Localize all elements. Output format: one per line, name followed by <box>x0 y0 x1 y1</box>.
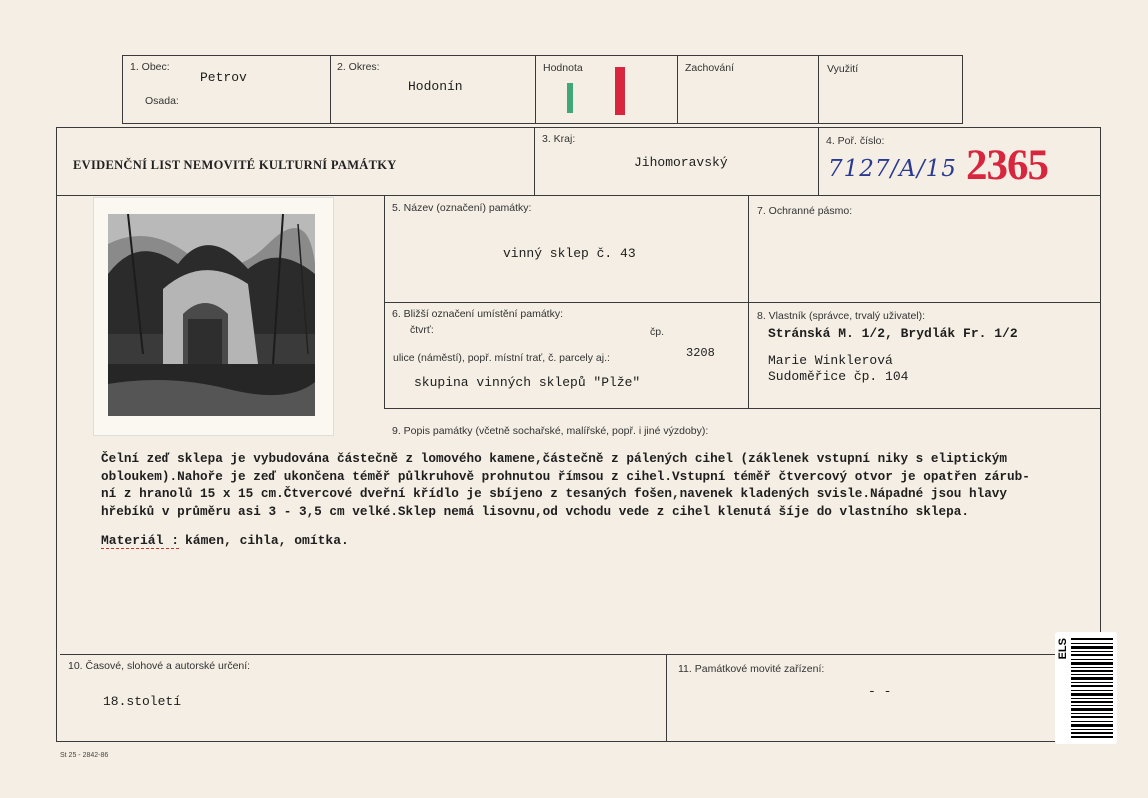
divider <box>677 55 678 124</box>
obec-value: Petrov <box>200 70 247 85</box>
divider <box>666 654 667 742</box>
barcode-label: ELS <box>1057 638 1069 660</box>
okres-label: 2. Okres: <box>337 61 380 73</box>
blizsi-label: 6. Bližší označení umístění památky: <box>392 308 563 320</box>
divider <box>60 654 1101 655</box>
obec-label: 1. Obec: <box>130 61 170 73</box>
vlastnik-line-3: Sudoměřice čp. 104 <box>768 369 909 384</box>
popis-text <box>101 450 1086 520</box>
ochranne-pasmo-label: 7. Ochranné pásmo: <box>757 205 853 217</box>
vyuziti-label: Využití <box>827 63 859 75</box>
vlastnik-line-2: Marie Winklerová <box>768 353 893 368</box>
popis-line: hřebíků v průměru asi 3 - 3,5 cm velké.Sklep nemá lisovnu,od vchodu vede z cihel klenutá šíje do vlastního sklepa. <box>101 503 969 519</box>
divider <box>122 55 963 56</box>
parcela-value: 3208 <box>686 346 715 360</box>
divider <box>330 55 331 124</box>
divider <box>56 741 1101 742</box>
material-value: kámen, cihla, omítka. <box>185 533 349 548</box>
red-marker <box>615 67 625 115</box>
document-title: EVIDENČNÍ LIST NEMOVITÉ KULTURNÍ PAMÁTKY <box>73 158 397 172</box>
kraj-label: 3. Kraj: <box>542 133 576 145</box>
divider <box>56 195 1101 196</box>
popis-line: Čelní zeď sklepa je vybudována částečně z lomového kamene,částečně z pálených cihel (záklenek vstupní niky s eliptickým <box>101 451 1008 466</box>
barcode-icon <box>1071 638 1113 738</box>
por-cislo-label: 4. Poř. číslo: <box>826 135 885 147</box>
divider <box>962 55 963 124</box>
green-marker <box>567 83 573 113</box>
divider <box>122 123 963 124</box>
kraj-value: Jihomoravský <box>634 155 728 170</box>
divider <box>56 127 1101 128</box>
ctvrt-label: čtvrť: <box>410 324 434 336</box>
divider <box>534 127 535 196</box>
osada-label: Osada: <box>145 95 179 107</box>
popis-line: obloukem).Nahoře je zeď ukončena téměř půlkruhově prohnutou římsou z cihel.Vstupní téměř čtvercový otvor je opatřen zárub- <box>101 468 1030 484</box>
handwritten-reference: 7127/A/15 <box>828 156 957 182</box>
material-label: Materiál : <box>101 533 180 548</box>
wine-cellar-photo <box>108 214 315 416</box>
nazev-label: 5. Název (označení) památky: <box>392 202 532 214</box>
movite-label: 11. Památkové movité zařízení: <box>678 663 825 675</box>
vlastnik-line-1: Stránská M. 1/2, Brydlák Fr. 1/2 <box>768 326 1018 341</box>
okres-value: Hodonín <box>408 79 463 94</box>
divider <box>818 55 819 124</box>
movite-value: - - <box>868 684 892 699</box>
form-code: St 25 - 2842-86 <box>60 752 109 759</box>
vlastnik-label: 8. Vlastník (správce, trvalý uživatel): <box>757 310 926 322</box>
casove-label: 10. Časové, slohové a autorské určení: <box>68 660 251 672</box>
barcode-sticker <box>1055 632 1117 744</box>
zachovani-label: Zachování <box>685 62 735 74</box>
popis-line: ní z hranolů 15 x 15 cm.Čtvercové dveřní křídlo je sbíjeno z tesaných fošen,navenek kladených svisle.Nápadné jsou hlavy <box>101 486 1008 501</box>
cp-label: čp. <box>650 326 665 338</box>
nazev-value: vinný sklep č. 43 <box>503 246 636 261</box>
divider <box>384 408 1101 409</box>
divider <box>535 55 536 124</box>
divider <box>818 127 819 196</box>
monument-photo-frame <box>93 197 334 436</box>
divider <box>56 127 57 742</box>
divider <box>384 302 1101 303</box>
monument-photo <box>108 214 315 416</box>
popis-label: 9. Popis památky (včetně sochařské, malířské, popř. i jiné výzdoby): <box>392 425 709 437</box>
casove-value: 18.století <box>103 694 182 709</box>
divider <box>122 55 123 124</box>
hodnota-label: Hodnota <box>543 62 583 74</box>
record-number-stamp: 2365 <box>966 142 1048 189</box>
umisteni-value: skupina vinných sklepů "Plže" <box>414 375 641 390</box>
ulice-label: ulice (náměstí), popř. místní trať, č. parcely aj.: <box>393 352 610 364</box>
